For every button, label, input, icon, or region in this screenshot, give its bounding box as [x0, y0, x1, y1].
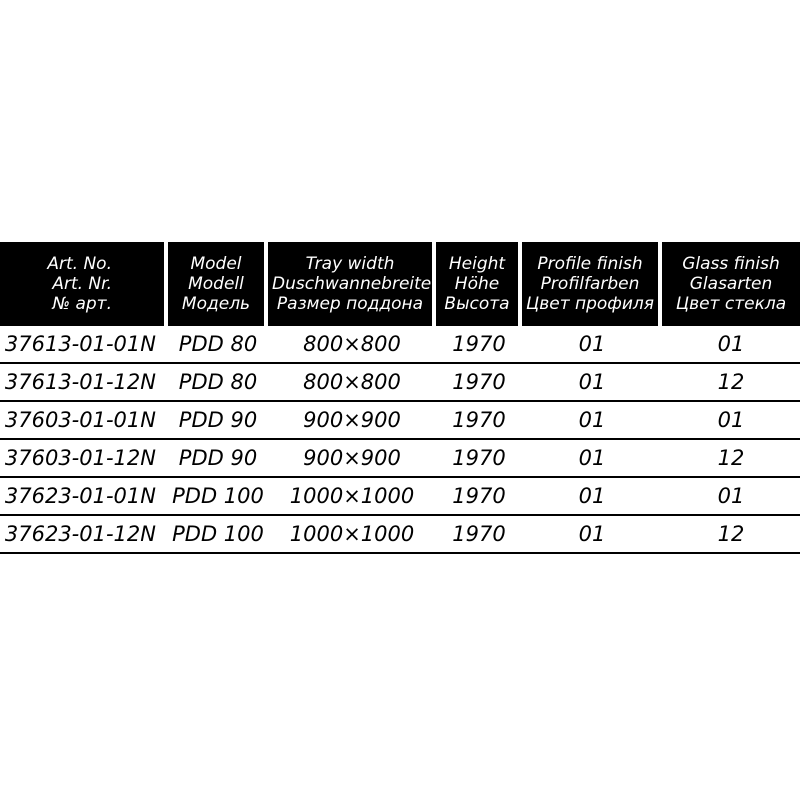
- cell-profile-finish: 01: [522, 516, 662, 554]
- header-line-de: Modell: [188, 274, 244, 294]
- product-spec-table: [0, 242, 800, 554]
- header-line-ru: Модель: [181, 294, 251, 314]
- header-line-ru: Размер поддона: [276, 294, 424, 314]
- cell-profile-finish: 01: [522, 326, 662, 364]
- cell-glass-finish: 01: [662, 326, 800, 364]
- cell-tray-width: 1000×1000: [268, 516, 436, 554]
- cell-height: 1970: [436, 478, 522, 516]
- cell-tray-width: 900×900: [268, 402, 436, 440]
- header-line-en: Tray width: [305, 254, 395, 274]
- table-row: [0, 402, 800, 440]
- header-row: [0, 242, 800, 326]
- cell-height: 1970: [436, 440, 522, 478]
- table-row: [0, 364, 800, 402]
- header-profile-finish: [522, 242, 662, 326]
- header-line-de: Profilfarben: [540, 274, 640, 294]
- header-line-en: Profile finish: [537, 254, 643, 274]
- cell-glass-finish: 12: [662, 364, 800, 402]
- cell-tray-width: 800×800: [268, 326, 436, 364]
- cell-model: PDD 90: [168, 440, 268, 478]
- cell-art-no: 37603-01-01N: [0, 402, 168, 440]
- header-line-en: Model: [190, 254, 242, 274]
- header-glass-finish: [662, 242, 800, 326]
- cell-glass-finish: 12: [662, 440, 800, 478]
- header-line-ru: Цвет стекла: [675, 294, 787, 314]
- header-line-ru: № арт.: [52, 294, 112, 314]
- cell-profile-finish: 01: [522, 478, 662, 516]
- header-tray-width: [268, 242, 436, 326]
- header-model: [168, 242, 268, 326]
- cell-tray-width: 1000×1000: [268, 478, 436, 516]
- header-line-en: Height: [448, 254, 506, 274]
- header-line-ru: Высота: [444, 294, 510, 314]
- header-line-de: Art. Nr.: [52, 274, 112, 294]
- cell-height: 1970: [436, 364, 522, 402]
- cell-glass-finish: 12: [662, 516, 800, 554]
- table-row: [0, 516, 800, 554]
- header-height: [436, 242, 522, 326]
- cell-profile-finish: 01: [522, 402, 662, 440]
- table-row: [0, 440, 800, 478]
- cell-height: 1970: [436, 402, 522, 440]
- cell-art-no: 37623-01-01N: [0, 478, 168, 516]
- header-line-de: Glasarten: [689, 274, 773, 294]
- cell-model: PDD 80: [168, 364, 268, 402]
- cell-tray-width: 900×900: [268, 440, 436, 478]
- table-row: [0, 326, 800, 364]
- cell-model: PDD 100: [168, 478, 268, 516]
- cell-tray-width: 800×800: [268, 364, 436, 402]
- cell-art-no: 37613-01-12N: [0, 364, 168, 402]
- header-art-no: [0, 242, 168, 326]
- table-row: [0, 478, 800, 516]
- header-line-de: Höhe: [454, 274, 500, 294]
- cell-model: PDD 90: [168, 402, 268, 440]
- cell-art-no: 37613-01-01N: [0, 326, 168, 364]
- header-line-de: Duschwannebreite: [272, 274, 432, 294]
- header-line-en: Art. No.: [47, 254, 112, 274]
- cell-profile-finish: 01: [522, 364, 662, 402]
- cell-profile-finish: 01: [522, 440, 662, 478]
- cell-height: 1970: [436, 516, 522, 554]
- cell-height: 1970: [436, 326, 522, 364]
- header-line-ru: Цвет профиля: [526, 294, 654, 314]
- cell-model: PDD 100: [168, 516, 268, 554]
- cell-art-no: 37603-01-12N: [0, 440, 168, 478]
- cell-glass-finish: 01: [662, 478, 800, 516]
- cell-art-no: 37623-01-12N: [0, 516, 168, 554]
- cell-model: PDD 80: [168, 326, 268, 364]
- cell-glass-finish: 01: [662, 402, 800, 440]
- header-line-en: Glass finish: [682, 254, 780, 274]
